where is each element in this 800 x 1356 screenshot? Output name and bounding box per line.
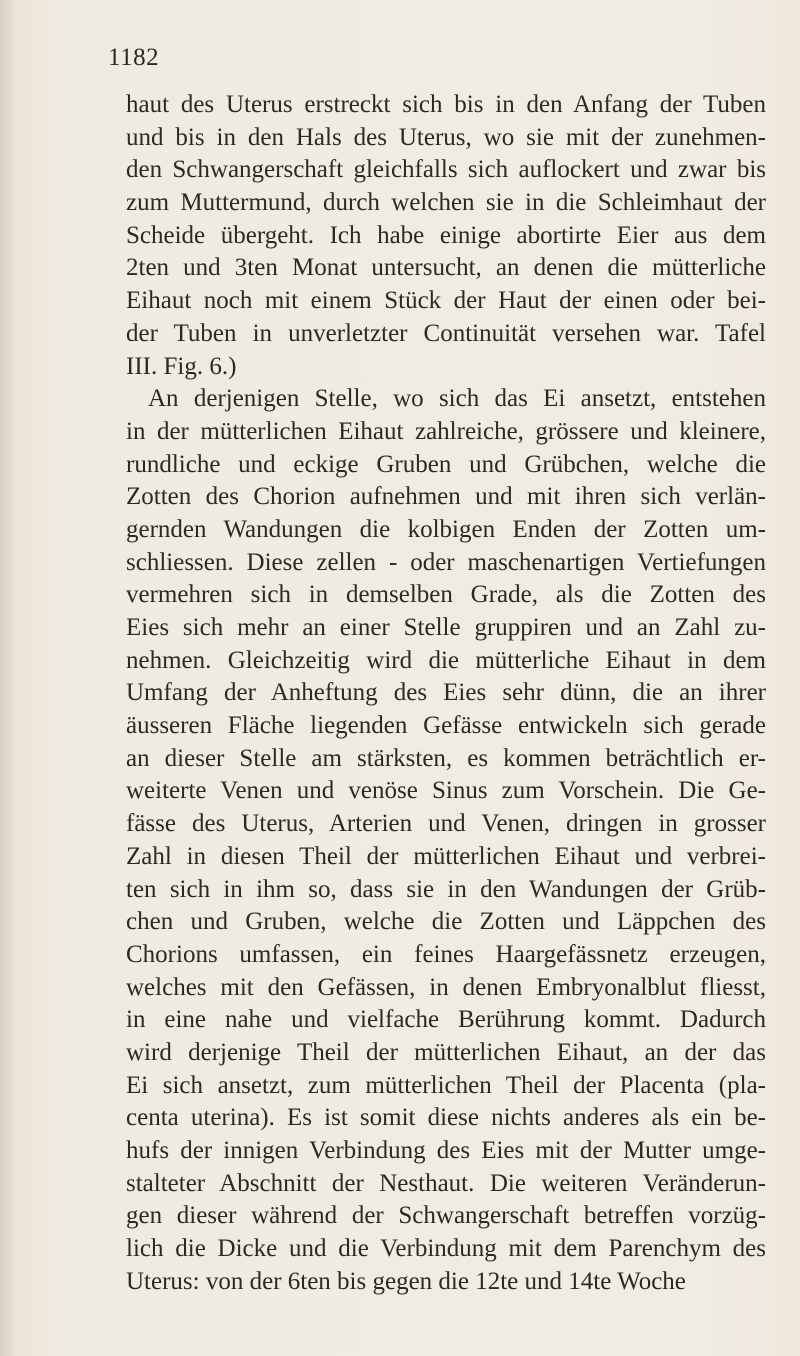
page-number: 1182 (108, 44, 160, 71)
text-line: in der mütterlichen Eihaut zahlreiche, grössere und kleinere, (126, 417, 766, 445)
text-line: den Schwangerschaft gleichfalls sich auflockert und zwar bis (126, 156, 766, 184)
body-text (126, 89, 766, 1298)
text-line: haut des Uterus erstreckt sich bis in den Anfang der Tuben (126, 91, 766, 118)
text-line: wird derjenige Theil der mütterlichen Eihaut, an der das (126, 1038, 766, 1066)
text-line: gernden Wandungen die kolbigen Enden der Zotten um- (126, 515, 766, 543)
text-line: Scheide übergeht. Ich habe einige abortirte Eier aus dem (126, 221, 766, 249)
text-line: rundliche und eckige Gruben und Grübchen, welche die (126, 450, 766, 478)
text-line: Zotten des Chorion aufnehmen und mit ihren sich verlän- (126, 483, 766, 511)
text-line: in eine nahe und vielfache Berührung kommt. Dadurch (126, 1006, 766, 1034)
text-line: III. Fig. 6.) (126, 352, 237, 380)
text-line: Eihaut noch mit einem Stück der Haut der einen oder bei- (126, 287, 766, 315)
text-line: welches mit den Gefässen, in denen Embryonalblut fliesst, (126, 973, 766, 1001)
binding-shadow (0, 0, 14, 1356)
text-line: Zahl in diesen Theil der mütterlichen Eihaut und verbrei- (126, 842, 766, 870)
text-line: fässe des Uterus, Arterien und Venen, dringen in grosser (126, 810, 766, 838)
text-line: ten sich in ihm so, dass sie in den Wandungen der Grüb- (126, 875, 766, 903)
text-line: Chorions umfassen, ein feines Haargefässnetz erzeugen, (126, 940, 766, 968)
text-line: hufs der innigen Verbindung des Eies mit der Mutter umge- (126, 1137, 766, 1164)
text-line: Uterus: von der 6ten bis gegen die 12te und 14te Woche (126, 1267, 686, 1295)
text-line: Umfang der Anheftung des Eies sehr dünn, die an ihrer (126, 679, 766, 707)
text-line: An derjenigen Stelle, wo sich das Ei ansetzt, entstehen (148, 385, 766, 413)
text-line: schliessen. Diese zellen - oder maschenartigen Vertiefungen (126, 548, 766, 576)
text-line: lich die Dicke und die Verbindung mit dem Parenchym des (126, 1235, 766, 1263)
text-line: stalteter Abschnitt der Nesthaut. Die weiteren Veränderun- (126, 1169, 766, 1197)
text-line: und bis in den Hals des Uterus, wo sie mit der zunehmen- (126, 123, 766, 151)
text-line: nehmen. Gleichzeitig wird die mütterliche Eihaut in dem (126, 646, 766, 674)
text-line: weiterte Venen und venöse Sinus zum Vorschein. Die Ge- (126, 777, 766, 805)
text-line: vermehren sich in demselben Grade, als die Zotten des (126, 581, 766, 609)
text-line: zum Muttermund, durch welchen sie in die Schleimhaut der (126, 189, 766, 217)
text-line: an dieser Stelle am stärksten, es kommen beträchtlich er- (126, 744, 766, 772)
text-line: gen dieser während der Schwangerschaft betreffen vorzüg- (126, 1202, 766, 1230)
text-line: Eies sich mehr an einer Stelle gruppiren und an Zahl zu- (126, 614, 766, 641)
text-line: der Tuben in unverletzter Continuität versehen war. Tafel (126, 319, 766, 347)
text-line: centa uterina). Es ist somit diese nichts anderes als ein be- (126, 1104, 766, 1132)
text-line: Ei sich ansetzt, zum mütterlichen Theil der Placenta (pla- (126, 1071, 766, 1099)
text-line: äusseren Fläche liegenden Gefässe entwickeln sich gerade (126, 712, 766, 740)
text-line: chen und Gruben, welche die Zotten und Läppchen des (126, 908, 766, 936)
text-line: 2ten und 3ten Monat untersucht, an denen die mütterliche (126, 254, 766, 282)
